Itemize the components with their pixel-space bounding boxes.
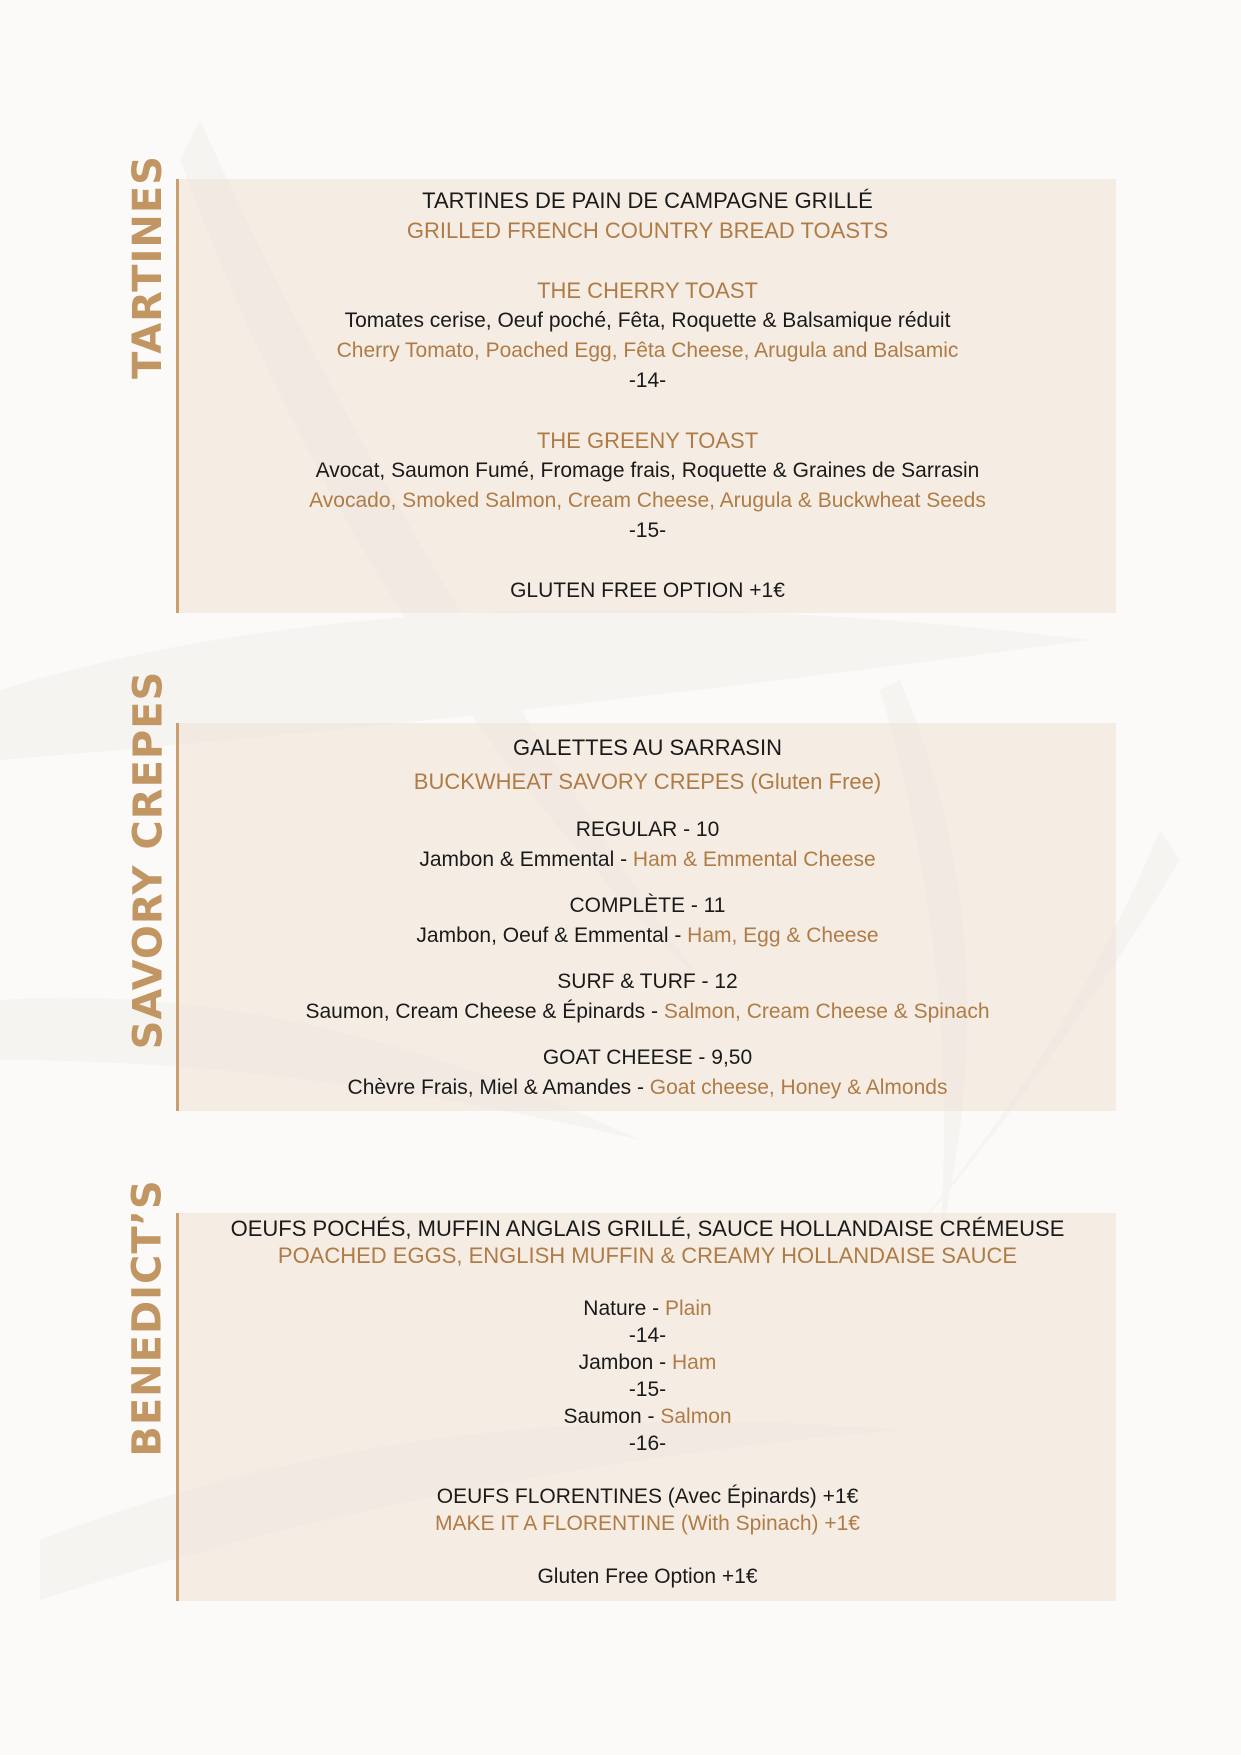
item-name-fr: Jambon - <box>578 1351 673 1374</box>
item-name: GOAT CHEESE - 9,50 <box>542 1046 753 1069</box>
item-desc-fr: Avocat, Saumon Fumé, Fromage frais, Roquette & Graines de Sarrasin <box>315 459 980 482</box>
menu-item <box>179 276 1116 396</box>
benedicts-side-title: BENEDICT’S <box>125 1179 171 1457</box>
item-desc-en: Cherry Tomato, Poached Egg, Fêta Cheese, Arugula and Balsamic <box>336 339 959 362</box>
savory-crepes-section <box>112 670 1116 1111</box>
florentine-en: MAKE IT A FLORENTINE (With Spinach) +1€ <box>434 1512 860 1535</box>
benedicts-title-fr: OEUFS POCHÉS, MUFFIN ANGLAIS GRILLÉ, SAUCE HOLLANDAISE CRÉMEUSE <box>230 1216 1065 1241</box>
florentine-fr: OEUFS FLORENTINES (Avec Épinards) +1€ <box>436 1485 859 1508</box>
menu-item <box>179 1043 1116 1103</box>
item-desc-fr: Tomates cerise, Oeuf poché, Fêta, Roquette & Balsamique réduit <box>344 309 951 332</box>
crepes-panel <box>179 723 1116 1111</box>
item-price: -14- <box>628 1324 667 1347</box>
item-desc <box>179 1073 1116 1103</box>
item-name-fr: Nature - <box>583 1297 665 1320</box>
menu-item <box>179 1403 1116 1457</box>
item-price: -14- <box>628 369 667 392</box>
item-desc <box>179 845 1116 875</box>
item-name: THE CHERRY TOAST <box>537 278 758 303</box>
menu-item <box>179 426 1116 546</box>
crepes-title-en: BUCKWHEAT SAVORY CREPES (Gluten Free) <box>413 769 882 794</box>
tartines-section <box>112 155 1116 613</box>
benedicts-panel <box>179 1213 1116 1601</box>
item-name-en: Salmon <box>660 1405 732 1428</box>
benedicts-title-en: POACHED EGGS, ENGLISH MUFFIN & CREAMY HOLLANDAISE SAUCE <box>277 1243 1018 1268</box>
menu-item <box>179 1295 1116 1349</box>
tartines-title-en: GRILLED FRENCH COUNTRY BREAD TOASTS <box>406 218 889 243</box>
tartines-side-title: TARTINES <box>125 155 172 379</box>
crepes-title-fr: GALETTES AU SARRASIN <box>513 735 782 760</box>
menu-item <box>179 967 1116 1027</box>
item-name: REGULAR - 10 <box>575 818 720 841</box>
crepes-side-title: SAVORY CREPES <box>125 670 171 1050</box>
item-desc-en: Ham & Emmental Cheese <box>632 848 876 871</box>
item-name-en: Ham <box>672 1351 717 1374</box>
item-price: -15- <box>628 519 667 542</box>
item-name: SURF & TURF - 12 <box>557 970 738 993</box>
item-desc-en: Goat cheese, Honey & Almonds <box>649 1076 948 1099</box>
tartines-title-fr: TARTINES DE PAIN DE CAMPAGNE GRILLÉ <box>422 188 873 213</box>
item-desc-fr: Jambon & Emmental - <box>419 848 633 871</box>
menu-item <box>179 891 1116 951</box>
item-desc-en: Salmon, Cream Cheese & Spinach <box>663 1000 990 1023</box>
gluten-free-note: GLUTEN FREE OPTION +1€ <box>510 579 785 602</box>
item-price: -15- <box>628 1378 667 1401</box>
item-name: THE GREENY TOAST <box>536 428 759 453</box>
tartines-panel <box>179 179 1116 613</box>
item-desc <box>179 997 1116 1027</box>
menu-item <box>179 1349 1116 1403</box>
item-desc-en: Ham, Egg & Cheese <box>687 924 879 947</box>
gluten-free-note: Gluten Free Option +1€ <box>537 1565 758 1588</box>
item-price: -16- <box>628 1432 667 1455</box>
item-desc-en: Avocado, Smoked Salmon, Cream Cheese, Arugula & Buckwheat Seeds <box>309 489 986 512</box>
menu-item <box>179 815 1116 875</box>
item-desc-fr: Chèvre Frais, Miel & Amandes - <box>347 1076 650 1099</box>
item-desc <box>179 921 1116 951</box>
item-name-fr: Saumon - <box>563 1405 661 1428</box>
item-name-en: Plain <box>665 1297 712 1320</box>
item-desc-fr: Jambon, Oeuf & Emmental - <box>416 924 688 947</box>
item-name: COMPLÈTE - 11 <box>569 894 726 917</box>
item-desc-fr: Saumon, Cream Cheese & Épinards - <box>305 1000 664 1023</box>
benedicts-section <box>112 1179 1116 1601</box>
